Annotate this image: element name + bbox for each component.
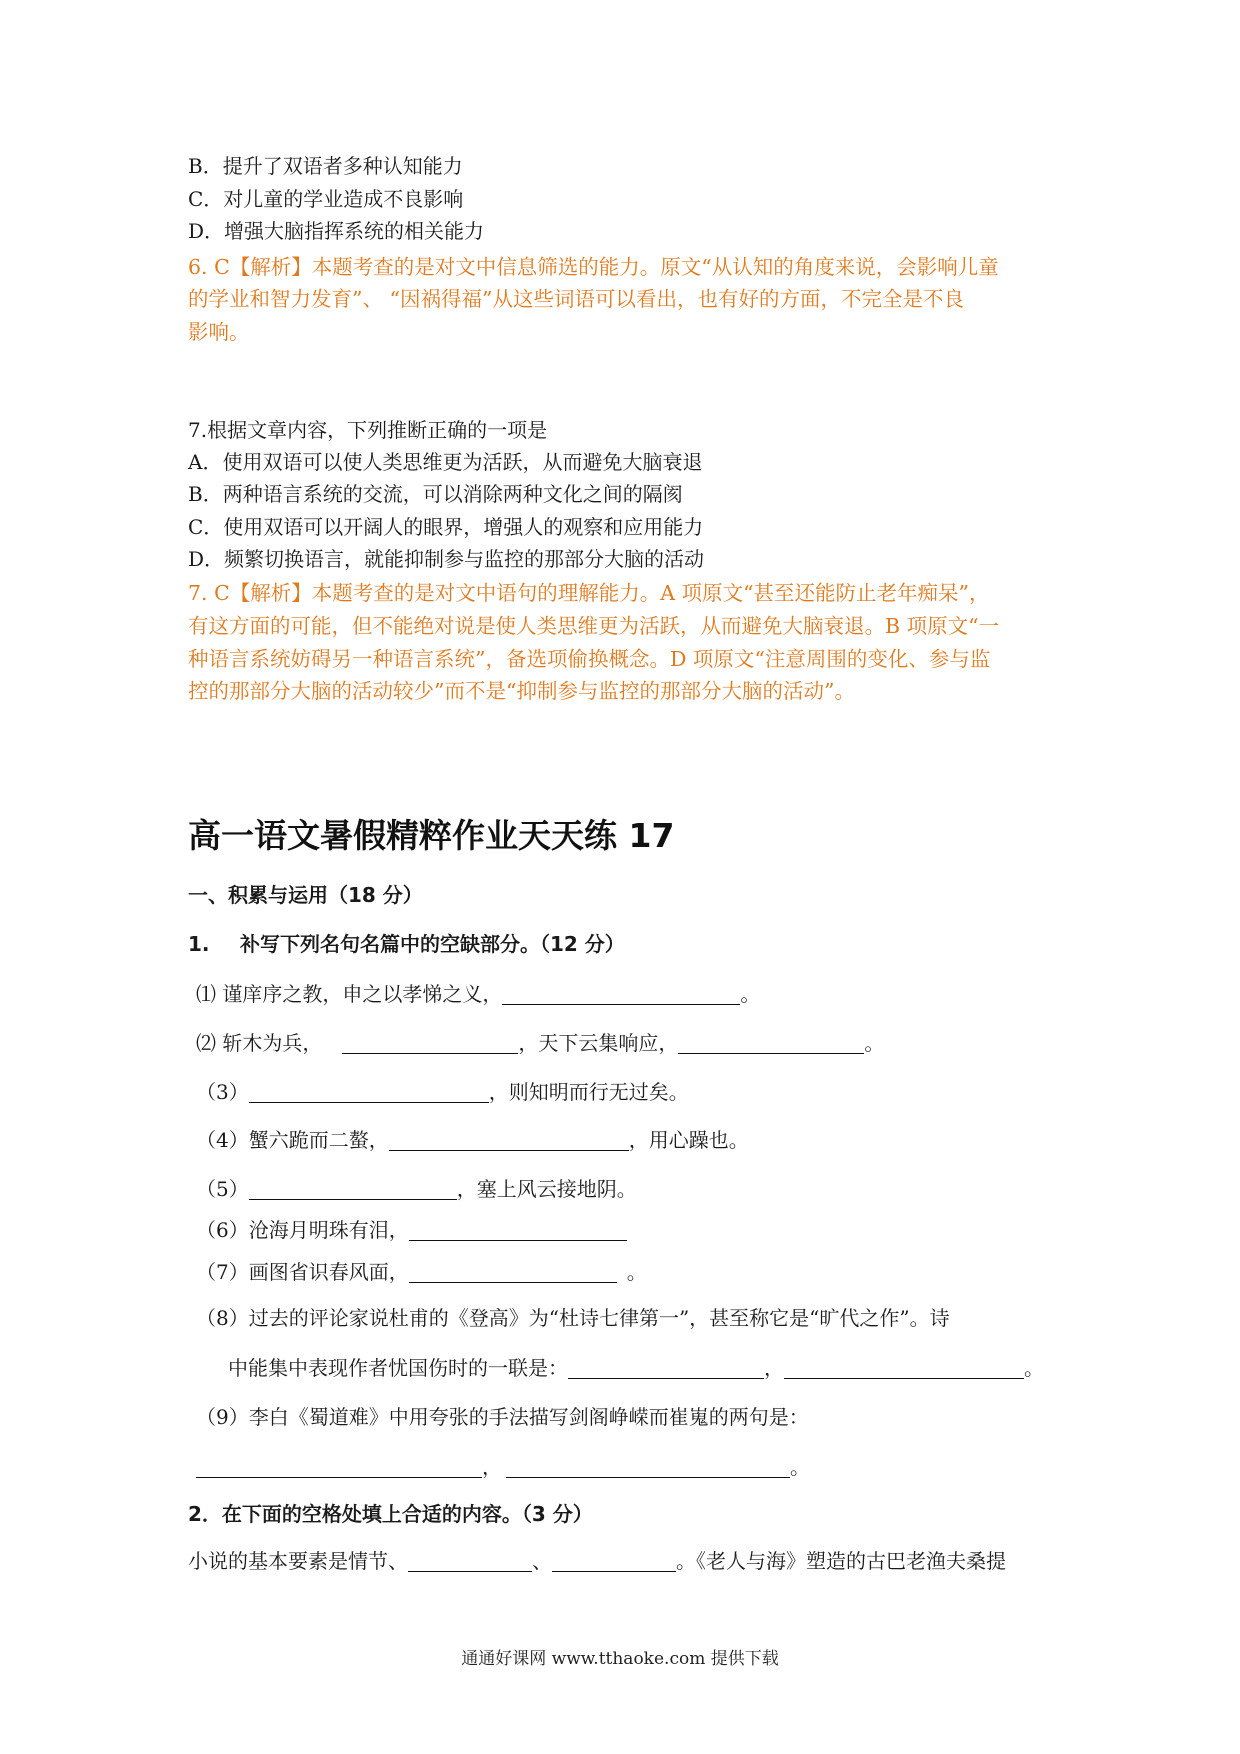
q6-answer-line-3: 影响。: [188, 320, 250, 344]
q7-stem: 7.根据文章内容，下列推断正确的一项是: [188, 418, 548, 442]
q6-answer-line-1: 6. C【解析】本题考查的是对文中信息筛选的能力。原文“从认知的角度来说，会影响儿童: [188, 255, 999, 279]
question-1-text: 补写下列名句名篇中的空缺部分。（12 分）: [240, 932, 625, 956]
item-4-end: ，用心躁也。: [628, 1128, 749, 1152]
fill-item-8-line-2: [228, 1352, 1044, 1384]
item-2-end: 。: [864, 1031, 885, 1055]
q2-text-b: 、: [532, 1549, 552, 1573]
answer-blank[interactable]: [552, 1549, 676, 1572]
answer-blank[interactable]: [409, 1218, 627, 1241]
q6-option-d: D．增强大脑指挥系统的相关能力: [188, 219, 485, 243]
item-8-text: 中能集中表现作者忧国伤时的一联是：: [228, 1356, 568, 1380]
fill-item-2: [196, 1027, 884, 1059]
fill-item-7: [196, 1256, 647, 1288]
question-2-heading: 2．在下面的空格处填上合适的内容。（3 分）: [188, 1502, 593, 1526]
answer-blank[interactable]: [678, 1031, 864, 1054]
item-2-mid: ，天下云集响应，: [518, 1031, 679, 1055]
answer-blank[interactable]: [506, 1455, 790, 1478]
fill-item-6: [196, 1214, 627, 1246]
q6-option-b: B．提升了双语者多种认知能力: [188, 154, 463, 178]
item-5-text: ，塞上风云接地阴。: [456, 1177, 637, 1201]
fill-item-3: [196, 1076, 689, 1108]
q6-option-c: C．对儿童的学业造成不良影响: [188, 187, 464, 211]
item-9-comma: ，: [482, 1455, 502, 1479]
fill-item-8-line-1: （8）过去的评论家说杜甫的《登高》为“杜诗七律第一”，甚至称它是“旷代之作”。诗: [196, 1306, 950, 1330]
question-2-text: [188, 1545, 1068, 1578]
item-3-text: ，则知明而行无过矣。: [488, 1080, 689, 1104]
item-4-text: （4）蟹六跪而二螯，: [196, 1128, 389, 1152]
answer-blank[interactable]: [408, 1549, 532, 1572]
q7-answer-line-2: 有这方面的可能，但不能绝对说是使人类思维更为活跃，从而避免大脑衰退。B 项原文“一: [188, 614, 1000, 638]
q6-answer-line-2: 的学业和智力发育”、 “因祸得福”从这些词语可以看出，也有好的方面，不完全是不良: [188, 287, 964, 311]
answer-blank[interactable]: [568, 1356, 764, 1379]
fill-item-9-line-1: （9）李白《蜀道难》中用夸张的手法描写剑阁峥嵘而崔嵬的两句是：: [196, 1405, 809, 1429]
answer-blank[interactable]: [409, 1260, 617, 1283]
fill-item-5: [196, 1173, 637, 1205]
q7-answer-line-3: 种语言系统妨碍另一种语言系统”，备选项偷换概念。D 项原文“注意周围的变化、参与监: [188, 647, 991, 671]
page-footer: 通通好课网 www.tthaoke.com 提供下载: [461, 1649, 779, 1669]
q7-option-c: C．使用双语可以开阔人的眼界，增强人的观察和应用能力: [188, 515, 704, 539]
question-1-number: 1.: [188, 932, 210, 956]
q7-option-b: B．两种语言系统的交流，可以消除两种文化之间的隔阂: [188, 482, 683, 506]
item-7-text: （7）画图省识春风面，: [196, 1260, 409, 1284]
item-3-num: （3）: [196, 1080, 249, 1104]
q7-option-d: D．频繁切换语言，就能抑制参与监控的那部分大脑的活动: [188, 547, 705, 571]
item-5-num: （5）: [196, 1177, 249, 1201]
answer-blank[interactable]: [502, 982, 740, 1005]
item-7-end: 。: [626, 1260, 647, 1284]
item-1-text: ⑴ 谨庠序之教，申之以孝悌之义，: [196, 982, 503, 1006]
item-2-text: ⑵ 斩木为兵，: [196, 1031, 323, 1055]
q2-text-a: 小说的基本要素是情节、: [188, 1549, 408, 1573]
fill-item-4: [196, 1124, 749, 1156]
item-1-end: 。: [740, 982, 761, 1006]
q7-option-a: A．使用双语可以使人类思维更为活跃，从而避免大脑衰退: [188, 450, 703, 474]
q7-answer-line-4: 控的那部分大脑的活动较少”而不是“抑制参与监控的那部分大脑的活动”。: [188, 679, 855, 703]
section-heading-1: 一、积累与运用（18 分）: [188, 883, 423, 907]
answer-blank[interactable]: [249, 1080, 489, 1103]
exercise-title: 高一语文暑假精粹作业天天练 17: [188, 816, 675, 855]
answer-blank[interactable]: [784, 1356, 1024, 1379]
item-8-end: 。: [1024, 1356, 1044, 1380]
question-1-heading: [188, 928, 625, 960]
item-6-text: （6）沧海月明珠有泪，: [196, 1218, 409, 1242]
answer-blank[interactable]: [196, 1455, 482, 1478]
answer-blank[interactable]: [389, 1128, 629, 1151]
answer-blank[interactable]: [342, 1031, 518, 1054]
answer-blank[interactable]: [249, 1177, 457, 1200]
item-8-comma: ，: [764, 1356, 784, 1380]
q7-answer-line-1: 7. C【解析】本题考查的是对文中语句的理解能力。A 项原文“甚至还能防止老年痴呆”，: [188, 581, 990, 605]
item-9-end: 。: [790, 1455, 810, 1479]
q2-text-c: 。《老人与海》塑造的古巴老渔夫桑提: [676, 1549, 1006, 1573]
fill-item-1: [196, 978, 760, 1010]
fill-item-9-line-2: [196, 1451, 810, 1483]
